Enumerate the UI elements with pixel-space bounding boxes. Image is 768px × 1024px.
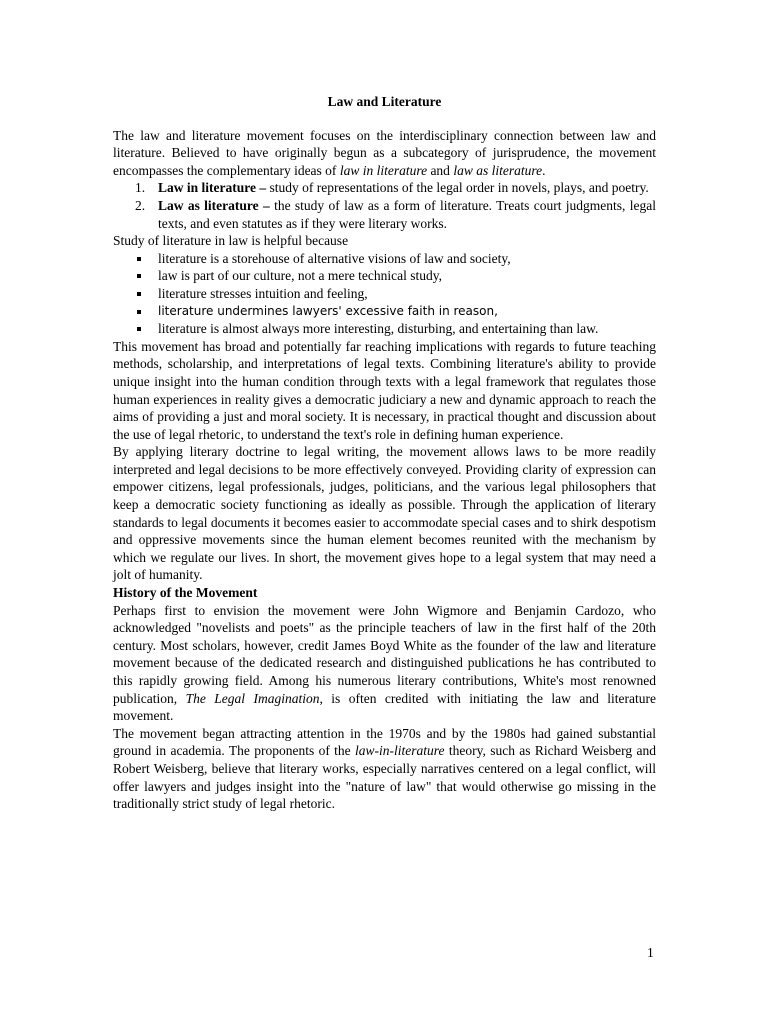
square-bullet-icon [137,310,141,314]
item-separator: – [256,180,270,196]
square-bullet-icon [137,292,141,296]
study-intro: Study of literature in law is helpful because [113,233,349,249]
bullet-text: literature is a storehouse of alternative visions of law and society, [158,250,511,266]
bullet-list [113,250,656,338]
bullet-text: law is part of our culture, not a mere technical study, [158,268,443,284]
numbered-item [113,197,656,232]
paragraph-movement-growth [113,725,656,813]
square-bullet-icon [137,257,141,261]
document-page [113,93,656,813]
bullet-text: literature undermines lawyers' excessive faith in reason, [158,303,498,318]
intro-term-law-in-literature: law in literature [339,162,428,178]
history-text: Perhaps first to envision the movement were John Wigmore and Benjamin Cardozo, who acknowledged "novelists and poets" as the principle teachers of law in the first half of the 20th century. Most scholars, however, credit James Boyd White as the founder of the law and literature movement because of the dedicated research and distinguished publications he has contributed to this rapidly growing field. Among his numerous literary contributions, White's most renowned publication, [113,602,656,706]
numbered-item [113,179,656,197]
square-bullet-icon [137,274,141,278]
intro-conjunction: and [427,162,454,178]
page-number: 1 [647,945,654,960]
bullet-text: literature is almost always more interesting, disturbing, and entertaining than law. [158,321,599,337]
bullet-item [113,320,656,338]
growth-text: The movement began attracting attention in the 1970s and by the 1980s had gained substantial ground in academia. The proponents of the [113,725,656,759]
paragraph-literary-doctrine: By applying literary doctrine to legal writing, the movement allows laws to be more readily interpreted and legal decisions to be more effectively conveyed. Providing clarity of expression can empower citizens, legal professionals, judges, politicians, and the various legal philosophers that keep a democratic society functioning as ideally as possible. Through the application of literary standards to legal documents it becomes easier to accommodate special cases and to shirk despotism and oppressive movements since the human element becomes reunited with the mechanism by which we regulate our lives. In short, the movement gives hope to a legal system that may need a jolt of humanity. [113,444,656,583]
item-term: Law as literature [158,197,259,213]
intro-paragraph [113,127,656,180]
intro-end: . [542,162,546,178]
book-title: The Legal Imagination [185,690,320,706]
bullet-text: literature stresses intuition and feeling, [158,285,368,301]
document-title: Law and Literature [327,94,442,109]
item-number: 1. [135,180,146,196]
history-heading: History of the Movement [113,585,258,601]
item-description: study of representations of the legal order in novels, plays, and poetry. [269,180,649,196]
bullet-item [113,250,656,268]
growth-text-end: theory, such as Richard Weisberg and Robert Weisberg, believe that literary works, especially narratives centered on a legal conflict, will offer lawyers and judges insight into the "nature of law" that would otherwise go missing in the traditionally strict study of legal rhetoric. [113,743,656,812]
bullet-item [113,285,656,303]
square-bullet-icon [137,327,141,331]
item-description: the study of law as a form of literature. Treats court judgments, legal texts, and even statutes as if they were literary works. [158,197,656,231]
paragraph-implications: This movement has broad and potentially far reaching implications with regards to future teaching methods, scholarship, and interpretations of legal texts. Combining literature's ability to provide unique insight into the human condition through texts with a legal framework that regulates those human experiences in reality gives a democratic judiciary a new and dynamic approach to reach the aims of providing a just and moral society. It is necessary, in practical thought and discussion about the use of legal rhetoric, to understand the text's role in defining human experience. [113,338,656,442]
theory-term: law-in-literature [355,743,445,759]
intro-text: The law and literature movement focuses on the interdisciplinary connection between law and literature. Believed to have originally begun as a subcategory of jurisprudence, the movement encompasses the complementary ideas of [113,127,656,178]
item-separator: – [258,197,275,213]
intro-term-law-as-literature: law as literature [453,162,543,178]
bullet-item [113,267,656,285]
numbered-list [113,179,656,232]
item-number: 2. [135,197,146,213]
paragraph-history [113,602,656,725]
item-term: Law in literature [158,180,256,196]
history-text-end: , is often credited with initiating the law and literature movement. [113,690,656,724]
bullet-item [113,303,656,321]
